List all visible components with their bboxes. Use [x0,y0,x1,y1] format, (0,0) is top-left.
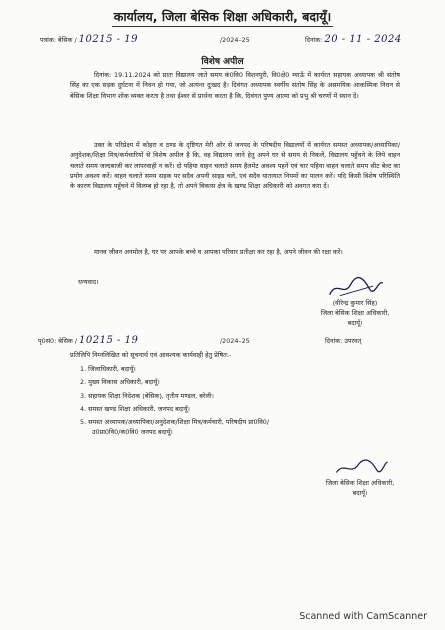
endorsement-label: पृ0सं0: बेसिक / [38,337,77,345]
subject-heading: विशेष अपील [201,57,244,67]
cc-item: 2. मुख्य विकास अधिकारी, बदायूँ। [80,378,160,387]
officer-designation: जिला बेसिक शिक्षा अधिकारी, [325,479,395,487]
officer-place: बदायूँ। [347,319,363,327]
camscanner-watermark: Scanned with CamScanner [299,611,427,622]
cc-item-continued: उ0प्रा0वि0/कं0वि0 जनपद बदायूँ। [92,428,173,437]
thanks-text: धन्यवाद। [78,278,99,286]
letter-number-line [40,34,138,45]
paragraph-appeal: उक्त के परिप्रेक्ष्य में कोहरा व ठण्ड के दृष्टिगत मेरी ओर से जनपद के परिषदीय विद्यालयों में कार्यरत समस्त अध्यापक/अध्यापिका/अनुदेशक/शिक्षा मित्र/कर्मचारियों से विशेष अपील है कि, वह विद्यालय जाने हेतु अपने घर से समय से निकलें, विद्यालय पहुँचने के लिये वाहन चलाते समय जल्दबाजी कर लापरवाही न करें। दो पहिया वाहन चलाते समय हैलमेट अवश्य पहनें एवं चार पहिया वाहन चलाते समय सीट बेल्ट का प्रयोग अवश्य करें। वाहन चलाते समय सड़क पर सदैव अपनी साइड चलें, एवं सदैव यातायात नियमों का पालन करें। यदि किसी विशेष परिस्थिति के कारण विद्यालय पहुँचने में विलम्ब हो रहा है, तो अपने विकास क्षेत्र के खण्ड शिक्षा अधिकारी को अवगत करा दें। [70,141,400,191]
cc-item: 5. समस्त अध्यापक/अध्यापिका/अनुदेशक/शिक्षा मित्र/कर्मचारी, परिषदीय प्रा0वि0/ [80,418,270,427]
officer-designation: जिला बेसिक शिक्षा अधिकारी, [320,309,390,317]
endorsement-date: दिनांक: उपरवत् [325,337,362,345]
signature-block-2 [305,478,415,498]
paragraph-condolence: दिनांक: 19.11.2024 को प्रातः विद्यालय जाते समय कं0वि0 विशनपुरी, वि0क्षे0 म्याऊँ में कार्यरत सहायक अध्यापक श्री संतोष सिंह का एक सड़क दुर्घटना में निधन हो गया, जो अत्यन्त दुःखद है। दिवंगत अध्यापक स्वर्गीय संतोष सिंह के असमयिक आकस्मिक निधन से बेसिक शिक्षा विभाग शोक व्यक्त करता है तथा ईश्वर से प्रार्थना करता है कि, दिवंगत पुण्य आत्मा को प्रभु श्री चरणों में स्थान दें। [70,71,400,100]
cc-item: 4. समस्त खण्ड शिक्षा अधिकारी, जनपद बदायूँ। [80,404,190,413]
letter-number-handwritten: 10215 - 19 [78,34,138,45]
officer-name: (वीरेन्द्र कुमार सिंह) [332,299,378,307]
signature-scribble [324,273,386,301]
officer-place: बदायूँ। [352,489,368,497]
date-label: दिनांक: [305,36,323,44]
signature-block-1 [300,298,410,328]
cc-item: 3. सहायक शिक्षा निदेशक (बेसिक), तृतीय मण्डल, बरेली। [80,391,214,400]
date-handwritten: 20 - 11 - 2024 [324,34,402,45]
cc-intro: प्रतिलिपि निम्नलिखित को सूचनार्थ एवं आवश्यक कार्यवाही हेतु प्रेषित:- [70,351,232,359]
paragraph-closing: मानव जीवन अनमोल है, घर पर आपके बच्चे व आपका परिवार प्रतीक्षा कर रहा है, अपने जीवन की रक्षा करें। [94,248,343,256]
letter-year: /2024–25 [220,36,250,44]
cc-item: 1. जिलाधिकारी, बदायूँ। [80,365,136,374]
letter-date-line [305,34,402,45]
cc-section [70,350,400,437]
office-title: कार्यालय, जिला बेसिक शिक्षा अधिकारी, बदायूँ। [0,8,445,27]
letter-number-label: पत्रांक: बेसिक / [40,36,77,44]
endorsement-number-line [38,335,138,346]
endorsement-number-handwritten: 10215 - 19 [79,335,139,346]
signature-scribble [329,453,391,481]
endorsement-year: /2024–25 [220,337,250,345]
